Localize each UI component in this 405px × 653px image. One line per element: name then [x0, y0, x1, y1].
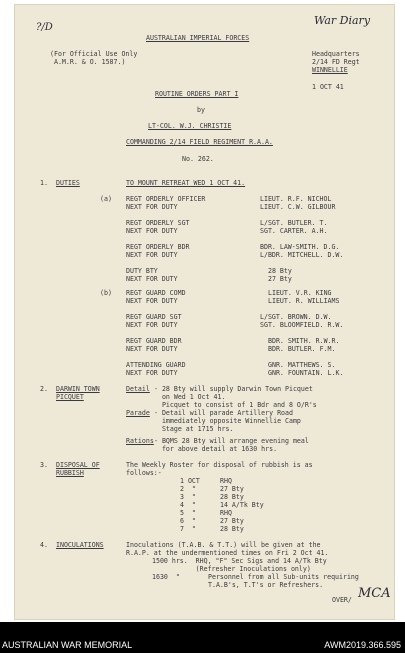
- section-heading: DISPOSAL OF: [56, 461, 100, 469]
- roster-unit: RHQ: [220, 509, 232, 517]
- order-title: ROUTINE ORDERS PART I: [155, 90, 239, 98]
- rubbish-intro: The Weekly Roster for disposal of rubbish is as: [126, 461, 313, 469]
- roster-day: 3 ": [180, 493, 196, 501]
- footer-reference: AWM2019.366.595: [324, 640, 401, 650]
- section-heading: DARWIN TOWN: [56, 385, 100, 393]
- duty-name: REGT GUARD SGT: [126, 313, 182, 321]
- inoculation-line: R.A.P. at the undermentioned times on Fri 2 Oct 41.: [126, 549, 329, 557]
- section-heading-line2: PICQUET: [56, 393, 84, 401]
- duty-next: NEXT FOR DUTY: [126, 275, 178, 283]
- duty-person-next: BDR. BUTLER. F.M.: [268, 345, 336, 353]
- section-heading: INOCULATIONS: [56, 541, 104, 549]
- document-title: AUSTRALIAN IMPERIAL FORCES: [146, 34, 250, 42]
- over-marker: OVER/: [332, 596, 352, 604]
- duty-next: NEXT FOR DUTY: [126, 369, 178, 377]
- roster-day: 6 ": [180, 517, 196, 525]
- duty-person-next: 27 Bty: [268, 275, 292, 283]
- roster-day: 4 ": [180, 501, 196, 509]
- by-line: by: [197, 106, 205, 114]
- commander-name: LT-COL. W.J. CHRISTIE: [148, 122, 232, 130]
- section-number: 2.: [40, 385, 48, 393]
- rations-line: for above detail at 1630 hrs.: [154, 445, 278, 453]
- duty-name: REGT GUARD COMD: [126, 289, 186, 297]
- footer-institution: AUSTRALIAN WAR MEMORIAL: [2, 640, 133, 650]
- duty-person: LIEUT. R.F. NICHOL: [260, 195, 332, 203]
- parade-line: Stage at 1715 hrs.: [154, 425, 234, 433]
- archive-footer: [0, 622, 405, 653]
- section-heading-line2: RUBBISH: [56, 469, 84, 477]
- hq-unit: 2/14 FD Regt: [312, 58, 360, 66]
- duty-next: NEXT FOR DUTY: [126, 297, 178, 305]
- rubbish-intro-line2: follows:-: [126, 469, 162, 477]
- roster-unit: 27 Bty: [220, 485, 244, 493]
- detail-label: Detail: [126, 385, 150, 393]
- section-subheading: TO MOUNT RETREAT WED 1 OCT 41.: [126, 179, 246, 187]
- duty-person: LIEUT. V.R. KING: [268, 289, 332, 297]
- rations-label: Rations: [126, 437, 154, 445]
- duty-next: NEXT FOR DUTY: [126, 227, 178, 235]
- inoculation-line: (Refresher Inoculations only): [152, 565, 311, 573]
- document-page: [14, 4, 395, 620]
- parade-label: Parade: [126, 409, 150, 417]
- duty-name: REGT GUARD BDR: [126, 337, 182, 345]
- official-use-line: (For Official Use Only: [50, 50, 138, 58]
- duty-next: NEXT FOR DUTY: [126, 251, 178, 259]
- hq-label: Headquarters: [312, 50, 360, 58]
- roster-day: 1 OCT: [180, 477, 200, 485]
- section-number: 4.: [40, 541, 48, 549]
- inoculation-line: T.A.B's, T.T's or Refreshers.: [208, 581, 324, 589]
- hq-place: WINNELLIE: [312, 66, 348, 74]
- duty-person-next: LIEUT. C.W. GILBOUR: [260, 203, 336, 211]
- detail-line: Picquet to consist of 1 Bdr and 8 O/R's: [154, 401, 317, 409]
- duty-person: 28 Bty: [268, 267, 292, 275]
- detail-line: - 28 Bty will supply Darwin Town Picquet: [154, 385, 313, 393]
- subsection-label: (b): [100, 289, 112, 297]
- duty-name: REGT ORDERLY OFFICER: [126, 195, 206, 203]
- inoculation-line: Inoculations (T.A.B. & T.T.) will be given at the: [126, 541, 321, 549]
- duty-person: L/SGT. BUTLER. T.: [260, 219, 328, 227]
- handwritten-note: War Diary: [314, 14, 371, 27]
- duty-next: NEXT FOR DUTY: [126, 203, 178, 211]
- commanding-line: COMMANDING 2/14 FIELD REGIMENT R.A.A.: [126, 138, 273, 146]
- hq-date: 1 OCT 41: [312, 83, 344, 91]
- inoculation-line: 1500 hrs. RHQ, "F" Sec Sigs and 14 A/Tk Bty: [152, 557, 327, 565]
- roster-unit: 28 Bty: [220, 493, 244, 501]
- roster-unit: 28 Bty: [220, 525, 244, 533]
- signature: MCA: [358, 586, 391, 601]
- duty-person-next: L/BDR. MITCHELL. D.W.: [260, 251, 344, 259]
- detail-line: on Wed 1 Oct 41.: [154, 393, 226, 401]
- section-number: 1.: [40, 179, 48, 187]
- roster-unit: 14 A/Tk Bty: [220, 501, 264, 509]
- roster-unit: 27 Bty: [220, 517, 244, 525]
- duty-person: BDR. SMITH. R.W.R.: [268, 337, 340, 345]
- roster-day: 7 ": [180, 525, 196, 533]
- rations-line: - BQMS 28 Bty will arrange evening meal: [154, 437, 309, 445]
- duty-person-next: LIEUT. R. WILLIAMS: [268, 297, 340, 305]
- section-number: 3.: [40, 461, 48, 469]
- duty-name: ATTENDING GUARD: [126, 361, 186, 369]
- inoculation-line: Personnel from all Sub-units requiring: [208, 573, 359, 581]
- duty-person: L/SGT. BROWN. D.W.: [260, 313, 332, 321]
- duty-name: REGT ORDERLY SGT: [126, 219, 190, 227]
- duty-name: REGT ORDERLY BDR: [126, 243, 190, 251]
- order-number: No. 262.: [182, 155, 214, 163]
- roster-unit: RHQ: [220, 477, 232, 485]
- roster-day: 5 ": [180, 509, 196, 517]
- duty-next: NEXT FOR DUTY: [126, 321, 178, 329]
- roster-day: 2 ": [180, 485, 196, 493]
- duty-person-next: GNR. FOUNTAIN. L.K.: [268, 369, 344, 377]
- parade-line: - Detail will parade Artillery Road: [154, 409, 293, 417]
- subsection-label: (a): [100, 195, 112, 203]
- duty-person-next: SGT. BLOOMFIELD. R.W.: [260, 321, 344, 329]
- duty-person: BDR. LAW-SMITH. D.G.: [260, 243, 340, 251]
- duty-person: GNR. MATTHEWS. S.: [268, 361, 336, 369]
- section-heading: DUTIES: [56, 179, 80, 187]
- duty-name: DUTY BTY: [126, 267, 158, 275]
- official-ref-line: A.M.R. & O. 1587.): [50, 58, 126, 66]
- duty-person-next: SGT. CARTER. A.H.: [260, 227, 328, 235]
- inoculation-time: 1630 ": [152, 573, 180, 581]
- parade-line: immediately opposite Winnellie Camp: [154, 417, 301, 425]
- corner-handwritten-mark: ?/D: [36, 22, 53, 33]
- duty-next: NEXT FOR DUTY: [126, 345, 178, 353]
